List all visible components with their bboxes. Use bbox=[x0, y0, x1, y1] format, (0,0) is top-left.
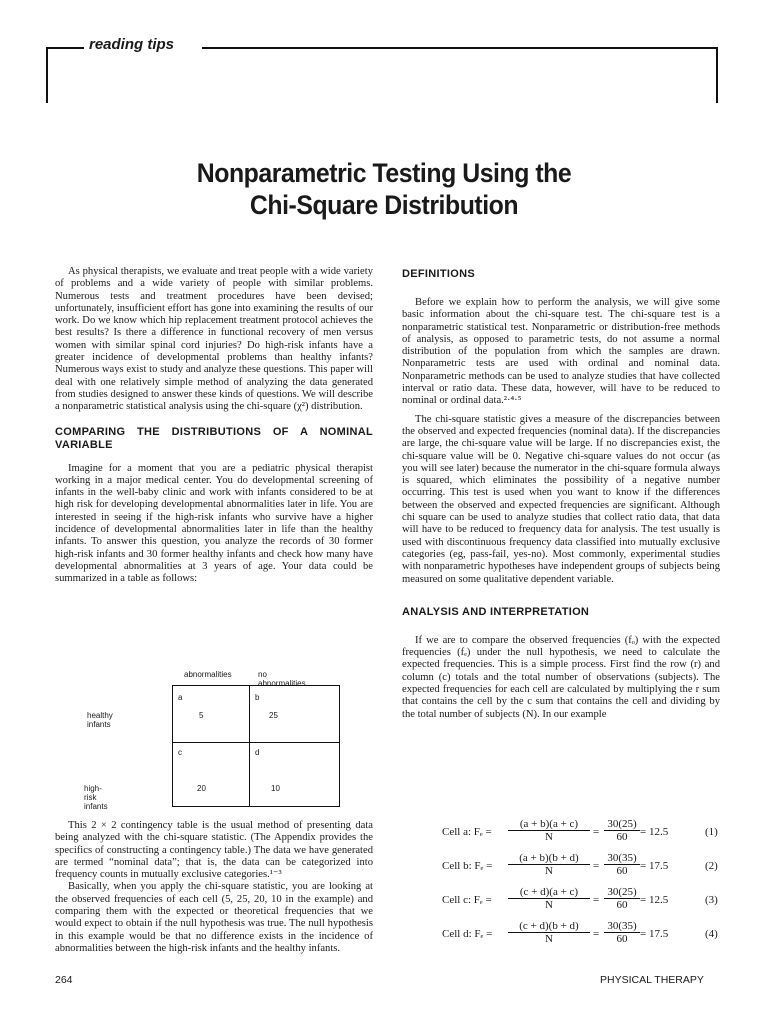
equation-result: = 12.5 bbox=[640, 826, 669, 838]
fraction-numerator: (a + b)(a + c) bbox=[508, 818, 590, 831]
cell-letter-d: d bbox=[255, 748, 260, 757]
cell-value-d: 10 bbox=[271, 784, 280, 793]
fraction-denominator: 60 bbox=[616, 899, 628, 911]
col-header-abnormalities: abnormalities bbox=[184, 670, 232, 679]
cell-letter-b: b bbox=[255, 693, 260, 702]
fraction-numerator: 30(35) bbox=[604, 920, 640, 933]
fraction-values bbox=[604, 886, 640, 911]
cell-value-b: 25 bbox=[269, 711, 278, 720]
fraction-denominator: 60 bbox=[616, 933, 628, 945]
fraction-numerator: (a + b)(b + d) bbox=[508, 852, 590, 865]
right-column bbox=[402, 268, 720, 721]
equation-result: = 17.5 bbox=[640, 860, 669, 872]
page-number: 264 bbox=[55, 974, 73, 986]
equation-label: Cell d: Fₑ = bbox=[442, 928, 493, 940]
fraction-denominator: N bbox=[545, 899, 553, 911]
paragraph-definitions-2: The chi-square statistic gives a measure of the discrepancies between the observed and expected frequencies (nominal data). If the discrepancies are large, the chi-square value will be large. If no discrepancies exist, the chi-square value will be 0. Negative chi-square values do not occur (as you will see later) because the numerator in the chi-square formula always is squared, which eliminates the possibility of a negative number occurring. This test is used when you want to know if the differences between the observed and expected frequencies are significant. Although chi square can be used to analyze studies that collect ratio data, that data will have to be reduced to frequency data for analysis. The test usually is used with discontinuous frequency data classified into mutually exclusive categories (eg, pass-fail, yes-no). Most commonly, experimental studies with nonparametric hypotheses have independent groups of subjects being measured on some qualitative dependent variable. bbox=[402, 413, 720, 585]
heading-definitions: DEFINITIONS bbox=[402, 268, 475, 280]
fraction-denominator: 60 bbox=[616, 865, 628, 877]
fraction-numerator: (c + d)(b + d) bbox=[508, 920, 590, 933]
heading-comparing: COMPARING THE DISTRIBUTIONS OF A NOMINAL VARIABLE bbox=[55, 425, 373, 451]
fraction-formula bbox=[508, 920, 590, 945]
article-title bbox=[31, 157, 738, 221]
fraction-numerator: 30(25) bbox=[604, 818, 640, 831]
equation-label: Cell a: Fₑ = bbox=[442, 826, 492, 838]
fraction-numerator: 30(35) bbox=[604, 852, 640, 865]
cell-letter-a: a bbox=[178, 693, 183, 702]
section-label: reading tips bbox=[89, 36, 175, 53]
cell-value-c: 20 bbox=[197, 784, 206, 793]
paragraph-imagine: Imagine for a moment that you are a pediatric physical therapist working in a major medical center. You do developmental screening of infants in the well-baby clinic and work with infants considered to be at high risk for developing developmental abnormalities later in life. You are interested in seeing if the high-risk infants who survive have a higher incidence of developmental abnormalities later in life than the healthy infants. To answer this question, you analyze the records of 30 former high-risk infants and 30 former healthy infants and check how many have developmental abnormalities at 3 years of age. Your data could be summarized in a table as follows: bbox=[55, 462, 373, 585]
fraction-values bbox=[604, 852, 640, 877]
left-column-lower bbox=[55, 820, 373, 955]
title-line-1: Nonparametric Testing Using the bbox=[196, 158, 572, 188]
fraction-numerator: 30(25) bbox=[604, 886, 640, 899]
fraction-formula bbox=[508, 852, 590, 877]
header-rule-left bbox=[46, 47, 84, 49]
fraction-values bbox=[604, 920, 640, 945]
paragraph-analysis: If we are to compare the observed frequencies (fₒ) with the expected frequencies (fₑ) under the null hypothesis, we need to calculate the expected frequencies. This is a simple process. First find the row (r) and column (c) totals and the total number of observations (subjects). The expected frequencies for each cell are calculated by multiplying the r sum that contains the cell by the c sum that contains the cell and dividing by the total number of subjects (N). In our example bbox=[402, 634, 720, 720]
header-rule-right bbox=[202, 47, 718, 49]
equation-number: (3) bbox=[705, 894, 718, 906]
equals-sign: = bbox=[593, 928, 600, 940]
fraction-denominator: N bbox=[545, 933, 553, 945]
equals-sign: = bbox=[593, 826, 600, 838]
paragraph-basically: Basically, when you apply the chi-square statistic, you are looking at the observed frequencies of each cell (5, 25, 20, 10 in the example) and comparing them with the expected or theoretical frequencies that we would expect to obtain if the null hypothesis was true. The null hypothesis in this example would be that no difference exists in the incidence of abnormalities between the high-risk infants and the healthy infants. bbox=[55, 881, 373, 954]
fraction-values bbox=[604, 818, 640, 843]
equation-result: = 17.5 bbox=[640, 928, 669, 940]
equation-number: (4) bbox=[705, 928, 718, 940]
row-label-high-risk: high-risk infants bbox=[84, 784, 108, 811]
fraction-denominator: N bbox=[545, 865, 553, 877]
header-frame-left bbox=[46, 47, 48, 103]
equation-number: (2) bbox=[705, 860, 718, 872]
header-frame-right bbox=[716, 47, 718, 103]
row-label-healthy: healthy infants bbox=[87, 711, 113, 729]
journal-name: PHYSICAL THERAPY bbox=[600, 974, 704, 986]
fraction-formula bbox=[508, 818, 590, 843]
fraction-denominator: 60 bbox=[616, 831, 628, 843]
col-header-no-abnormalities: no abnormalities bbox=[258, 670, 306, 688]
heading-analysis: ANALYSIS AND INTERPRETATION bbox=[402, 605, 590, 618]
fraction-numerator: (c + d)(a + c) bbox=[508, 886, 590, 899]
equals-sign: = bbox=[593, 860, 600, 872]
left-column bbox=[55, 266, 373, 586]
fraction-formula bbox=[508, 886, 590, 911]
fraction-denominator: N bbox=[545, 831, 553, 843]
paragraph-definitions-1: Before we explain how to perform the analysis, we will give some basic information about the chi-square test. The chi-square test is a nonparametric statistical test. Nonparametric or distribution-free methods of analysis, as opposed to parametric tests, do not assume a normal distribution of the population from which the samples are drawn. Nonparametric tests are used with ordinal and nominal data. Nonparametric methods can be used to analyze studies that have collected interval or ratio data. These data, however, will have to be reduced to nominal or ordinal data.²·⁴·⁵ bbox=[402, 297, 720, 407]
title-line-2: Chi-Square Distribution bbox=[249, 190, 519, 220]
equation-label: Cell c: Fₑ = bbox=[442, 894, 492, 906]
equals-sign: = bbox=[593, 894, 600, 906]
equation-label: Cell b: Fₑ = bbox=[442, 860, 493, 872]
equation-result: = 12.5 bbox=[640, 894, 669, 906]
cell-value-a: 5 bbox=[199, 711, 204, 720]
cell-letter-c: c bbox=[178, 748, 182, 757]
intro-paragraph: As physical therapists, we evaluate and treat people with a wide variety of problems and a wide variety of people with similar problems. Numerous tests and treatment procedures have been devised; unfortunately, insufficient effort has gone into examining the results of our work. Do we know which hip replacement treatment protocol achieves the best results? Is there a difference in functional recovery of men versus women with similar spinal cord injuries? Do high-risk infants have a greater incidence of developmental problems than healthy infants? Numerous ways exist to study and analyze these questions. This paper will deal with one relatively simple method of analyzing the data generated from studies designed to answer these kinds of questions. We will describe a nonparametric statistical analysis using the chi-square (χ²) distribution. bbox=[55, 266, 373, 413]
paragraph-contingency: This 2 × 2 contingency table is the usual method of presenting data being analyzed with the chi-square statistic. (The Appendix provides the specifics of constructing a contingency table.) The data we have generated are termed “nominal data”; that is, the data can be categorized into frequency counts in mutually exclusive categories.¹⁻³ bbox=[55, 820, 373, 881]
equation-number: (1) bbox=[705, 826, 718, 838]
